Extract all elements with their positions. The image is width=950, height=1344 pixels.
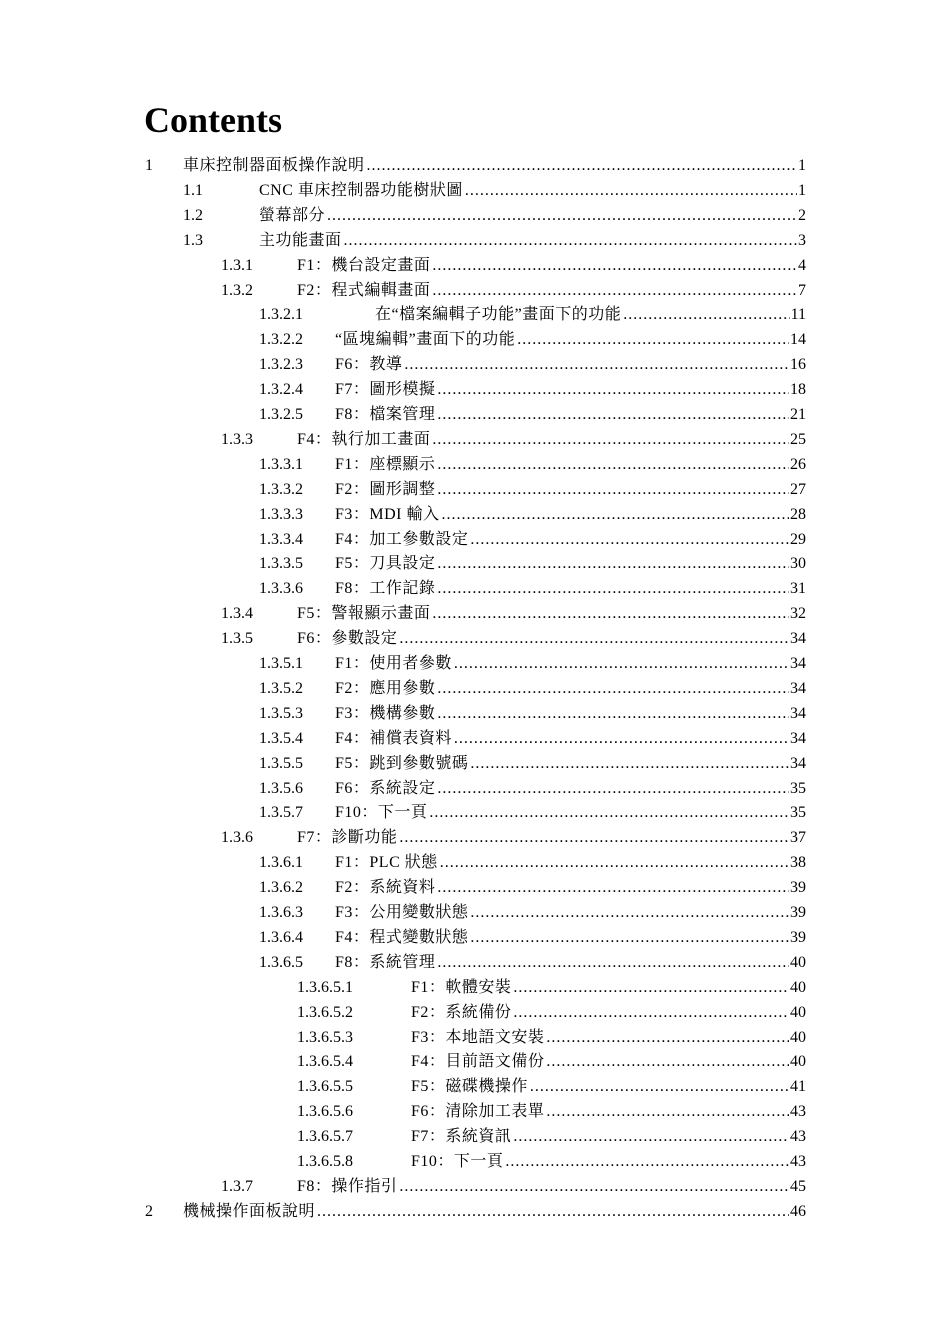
- toc-entry-title: F1：軟體安裝: [411, 978, 512, 996]
- toc-entry-title: F6：教導: [335, 356, 403, 374]
- toc-entry[interactable]: [0, 776, 950, 801]
- toc-entry-title: F4：執行加工畫面: [297, 430, 431, 448]
- toc-entry-line: [335, 800, 806, 825]
- toc-entry-line: [297, 1174, 806, 1199]
- toc-entry[interactable]: [0, 327, 950, 352]
- toc-entry-number: 1.1: [183, 181, 203, 199]
- toc-entry[interactable]: [0, 925, 950, 950]
- dot-leader: [530, 1074, 789, 1099]
- dot-leader: [404, 352, 789, 377]
- toc-entry-line: [183, 1199, 806, 1224]
- toc-entry-page-number: 35: [790, 779, 806, 797]
- toc-entry[interactable]: [0, 1199, 950, 1224]
- toc-entry[interactable]: [0, 377, 950, 402]
- toc-entry-number: 1.3.5.4: [259, 729, 303, 747]
- toc-entry-title: F5：跳到參數號碼: [335, 754, 469, 772]
- toc-entry-page-number: 39: [790, 904, 806, 921]
- toc-entry-line: [335, 452, 806, 477]
- toc-entry[interactable]: [0, 1049, 950, 1074]
- toc-entry-number: 1.3.6.5.5: [297, 1078, 353, 1096]
- toc-entry-line: [335, 726, 806, 751]
- toc-entry-page-number: 14: [790, 331, 806, 349]
- dot-leader: [429, 800, 789, 825]
- toc-entry-number: 1.3.3: [221, 430, 253, 448]
- toc-entry-number: 1.3.3.3: [259, 505, 303, 523]
- dot-leader: [399, 1174, 789, 1199]
- toc-entry[interactable]: [0, 751, 950, 776]
- dot-leader: [513, 1000, 789, 1025]
- dot-leader: [454, 726, 789, 751]
- toc-entry-line: [335, 377, 806, 402]
- toc-entry-page-number: 41: [790, 1078, 806, 1096]
- toc-entry[interactable]: [0, 452, 950, 477]
- toc-entry-title: F3：MDI 輸入: [335, 505, 440, 523]
- toc-entry[interactable]: [0, 701, 950, 726]
- toc-entry-title: F5：刀具設定: [335, 555, 436, 573]
- toc-entry-number: 1.3: [183, 231, 203, 249]
- toc-entry[interactable]: [0, 178, 950, 203]
- toc-entry-number: 1.3.3.5: [259, 555, 303, 573]
- dot-leader: [399, 825, 789, 850]
- toc-entry-title: F6：系統設定: [335, 779, 436, 797]
- toc-entry-line: [335, 527, 806, 552]
- toc-entry-line: [375, 302, 806, 327]
- toc-entry[interactable]: [0, 228, 950, 253]
- toc-entry-title: F5：磁碟機操作: [411, 1078, 528, 1096]
- toc-entry-number: 1.3.5.5: [259, 754, 303, 772]
- toc-entry-title: F2：程式編輯畫面: [297, 281, 431, 299]
- toc-entry-number: 1.3.6.5.1: [297, 978, 353, 996]
- toc-entry-number: 1.3.5.3: [259, 704, 303, 722]
- dot-leader: [470, 900, 789, 925]
- toc-entry-number: 1.3.7: [221, 1177, 253, 1195]
- toc-entry-page-number: 34: [790, 679, 806, 697]
- dot-leader: [432, 253, 797, 278]
- toc-entry[interactable]: [0, 975, 950, 1000]
- toc-entry-title: F6：清除加工表單: [411, 1103, 545, 1121]
- toc-entry-page-number: 34: [790, 704, 806, 722]
- toc-entry[interactable]: [0, 651, 950, 676]
- dot-leader: [513, 1124, 789, 1149]
- toc-entry-page-number: 18: [790, 381, 806, 399]
- toc-entry-page-number: 26: [790, 455, 806, 473]
- toc-entry[interactable]: [0, 850, 950, 875]
- toc-entry-line: [335, 850, 806, 875]
- toc-entry-number: 1.3.6.5.8: [297, 1153, 353, 1170]
- toc-entry-title: F6：參數設定: [297, 630, 398, 648]
- toc-entry-number: 1.3.3.6: [259, 580, 303, 598]
- toc-entry-title: F2：圖形調整: [335, 480, 436, 498]
- toc-entry-number: 1.3.5.2: [259, 679, 303, 697]
- toc-entry[interactable]: [0, 153, 950, 178]
- toc-entry-title: F7：圖形模擬: [335, 381, 436, 399]
- toc-entry[interactable]: [0, 302, 950, 327]
- toc-entry[interactable]: [0, 626, 950, 651]
- toc-entry[interactable]: [0, 551, 950, 576]
- toc-entry[interactable]: [0, 800, 950, 825]
- toc-entry-page-number: 34: [790, 754, 806, 772]
- toc-entry-title: F4：目前語文備份: [411, 1053, 545, 1071]
- toc-entry-page-number: 43: [790, 1153, 806, 1170]
- toc-entry-number: 1.3.5.1: [259, 655, 303, 672]
- toc-entry[interactable]: [0, 402, 950, 427]
- toc-entry-title: F1：座標顯示: [335, 455, 436, 473]
- toc-entry-title: F2：應用參數: [335, 679, 436, 697]
- toc-entry[interactable]: [0, 203, 950, 228]
- toc-entry-page-number: 3: [798, 231, 806, 249]
- toc-entry-line: [335, 925, 806, 950]
- toc-entry-page-number: 1: [798, 181, 806, 199]
- toc-entry-page-number: 31: [790, 580, 806, 598]
- dot-leader: [546, 1025, 789, 1050]
- toc-entry-number: 1.3.6.5.7: [297, 1128, 353, 1146]
- toc-entry-page-number: 34: [790, 655, 806, 672]
- toc-entry[interactable]: [0, 352, 950, 377]
- toc-entry-page-number: 38: [790, 854, 806, 872]
- toc-entry-line: [335, 477, 806, 502]
- toc-entry-page-number: 37: [790, 829, 806, 847]
- dot-leader: [437, 477, 789, 502]
- dot-leader: [399, 626, 789, 651]
- toc-entry[interactable]: [0, 676, 950, 701]
- dot-leader: [437, 676, 789, 701]
- toc-entry[interactable]: [0, 1099, 950, 1124]
- toc-entry-line: [335, 701, 806, 726]
- toc-entry-number: 1.3.5.7: [259, 804, 303, 822]
- dot-leader: [470, 751, 789, 776]
- toc-entry-line: [297, 278, 806, 303]
- toc-entry-number: 1.3.3.4: [259, 530, 303, 548]
- toc-entry-title: F1：使用者參數: [335, 655, 452, 672]
- toc-entry-page-number: 34: [790, 729, 806, 747]
- dot-leader: [367, 153, 797, 178]
- toc-entry-line: [297, 427, 806, 452]
- toc-entry[interactable]: [0, 427, 950, 452]
- toc-entry-number: 1.3.2.2: [259, 331, 303, 349]
- toc-entry-line: [335, 551, 806, 576]
- toc-entry[interactable]: [0, 527, 950, 552]
- toc-entry[interactable]: [0, 1174, 950, 1199]
- toc-entry-number: 1.3.2.3: [259, 356, 303, 374]
- toc-entry-title: 主功能畫面: [259, 231, 342, 249]
- toc-entry-line: [335, 327, 806, 352]
- toc-entry-number: 1.3.3.1: [259, 455, 303, 473]
- toc-entry-page-number: 29: [790, 530, 806, 548]
- dot-leader: [344, 228, 797, 253]
- dot-leader: [437, 950, 789, 975]
- toc-entry-number: 1.3.1: [221, 256, 253, 274]
- toc-entry-title: F1：機台設定畫面: [297, 256, 431, 274]
- dot-leader: [442, 502, 789, 527]
- toc-entry-page-number: 7: [798, 281, 806, 299]
- toc-entry[interactable]: [0, 825, 950, 850]
- toc-entry-line: [297, 825, 806, 850]
- toc-entry[interactable]: [0, 1149, 950, 1174]
- toc-entry-line: [335, 751, 806, 776]
- toc-entry[interactable]: [0, 726, 950, 751]
- dot-leader: [327, 203, 797, 228]
- toc-entry-page-number: 43: [790, 1103, 806, 1121]
- dot-leader: [454, 651, 789, 676]
- toc-entry[interactable]: [0, 477, 950, 502]
- dot-leader: [437, 875, 789, 900]
- toc-entry-number: 1.3.3.2: [259, 480, 303, 498]
- toc-entry-page-number: 34: [790, 630, 806, 648]
- toc-entry[interactable]: [0, 601, 950, 626]
- toc-entry-page-number: 46: [790, 1202, 806, 1220]
- dot-leader: [437, 452, 789, 477]
- toc-entry-line: [411, 1099, 806, 1124]
- toc-entry-line: [259, 203, 806, 228]
- toc-entry-page-number: 35: [790, 804, 806, 822]
- dot-leader: [546, 1099, 789, 1124]
- page-title: Contents: [144, 100, 283, 140]
- toc-entry-title: F2：系統資料: [335, 879, 436, 897]
- toc-entry-line: [297, 253, 806, 278]
- toc-entry-page-number: 40: [790, 1028, 806, 1046]
- toc-entry-line: [411, 1000, 806, 1025]
- toc-entry-title: F5：警報顯示畫面: [297, 605, 431, 623]
- toc-entry-title: F3：公用變數狀態: [335, 904, 469, 921]
- toc-entry-number: 1.3.2.5: [259, 406, 303, 423]
- toc-entry-number: 1.3.6.5: [259, 953, 303, 971]
- toc-entry-line: [411, 1124, 806, 1149]
- toc-entry-page-number: 16: [790, 356, 806, 374]
- toc-entry-line: [335, 576, 806, 601]
- toc-entry-title: “區塊編輯”畫面下的功能: [335, 331, 516, 349]
- toc-entry-number: 1.3.6.5.2: [297, 1003, 353, 1021]
- toc-entry-page-number: 21: [790, 406, 806, 423]
- toc-entry-title: F4：加工參數設定: [335, 530, 469, 548]
- toc-entry-number: 1.3.2.1: [259, 306, 303, 324]
- toc-entry-title: F8：檔案管理: [335, 406, 436, 423]
- toc-entry-title: 車床控制器面板操作說明: [183, 157, 365, 174]
- toc-entry-number: 1.3.2: [221, 281, 253, 299]
- dot-leader: [470, 925, 789, 950]
- toc-entry-page-number: 32: [790, 605, 806, 623]
- toc-entry-page-number: 1: [798, 157, 806, 174]
- toc-entry-line: [411, 975, 806, 1000]
- toc-entry-title: F3：本地語文安裝: [411, 1028, 545, 1046]
- toc-entry-number: 1.3.6.5.4: [297, 1053, 353, 1071]
- toc-entry[interactable]: [0, 278, 950, 303]
- toc-entry-number: 1.3.6.5.6: [297, 1103, 353, 1121]
- dot-leader: [437, 551, 789, 576]
- toc-entry-line: [297, 626, 806, 651]
- dot-leader: [432, 601, 789, 626]
- toc-entry-title: F8：工作記錄: [335, 580, 436, 598]
- dot-leader: [517, 327, 789, 352]
- toc-entry-line: [335, 950, 806, 975]
- toc-entry-line: [335, 875, 806, 900]
- toc-entry[interactable]: [0, 576, 950, 601]
- toc-entry-number: 1.3.6.5.3: [297, 1028, 353, 1046]
- toc-entry-page-number: 2: [798, 206, 806, 224]
- toc-entry-title: F4：程式變數狀態: [335, 928, 469, 946]
- toc-entry-line: [183, 153, 806, 178]
- toc-entry-page-number: 25: [790, 430, 806, 448]
- toc-entry-title: F4：補償表資料: [335, 729, 452, 747]
- toc-entry-line: [335, 900, 806, 925]
- dot-leader: [437, 576, 789, 601]
- dot-leader: [437, 701, 789, 726]
- dot-leader: [470, 527, 789, 552]
- toc-entry-title: F7：診斷功能: [297, 829, 398, 847]
- toc-entry-number: 1.3.2.4: [259, 381, 303, 399]
- dot-leader: [437, 776, 789, 801]
- dot-leader: [432, 278, 797, 303]
- toc-entry-number: 1.3.5.6: [259, 779, 303, 797]
- dot-leader: [440, 850, 789, 875]
- toc-entry-line: [335, 651, 806, 676]
- toc-entry-line: [335, 776, 806, 801]
- toc-entry-title: 在“檔案編輯子功能”畫面下的功能: [375, 306, 622, 324]
- toc-entry-page-number: 40: [790, 1003, 806, 1021]
- toc-entry[interactable]: [0, 253, 950, 278]
- toc-entry-title: F7：系統資訊: [411, 1128, 512, 1146]
- dot-leader: [505, 1149, 789, 1174]
- toc-entry-page-number: 40: [790, 953, 806, 971]
- toc-entry-page-number: 27: [790, 480, 806, 498]
- toc-entry-title: F3：機構參數: [335, 704, 436, 722]
- toc-entry-title: F10：下一頁: [335, 804, 428, 822]
- toc-entry[interactable]: [0, 875, 950, 900]
- dot-leader: [432, 427, 789, 452]
- toc-entry-title: 機械操作面板說明: [183, 1202, 316, 1220]
- toc-entry[interactable]: [0, 502, 950, 527]
- toc-entry-line: [259, 228, 806, 253]
- toc-entry-page-number: 11: [790, 306, 806, 324]
- toc-entry[interactable]: [0, 900, 950, 925]
- toc-entry-number: 1.3.6.1: [259, 854, 303, 872]
- toc-entry-line: [335, 502, 806, 527]
- toc-entry-line: [335, 352, 806, 377]
- toc-entry-title: 螢幕部分: [259, 206, 326, 224]
- toc-entry-title: F10：下一頁: [411, 1153, 504, 1170]
- dot-leader: [437, 377, 789, 402]
- toc-entry-line: [411, 1074, 806, 1099]
- toc-entry-page-number: 30: [790, 555, 806, 573]
- toc-entry-line: [411, 1149, 806, 1174]
- toc-entry-page-number: 39: [790, 928, 806, 946]
- toc-entry[interactable]: [0, 1000, 950, 1025]
- toc-entry-title: F1：PLC 狀態: [335, 854, 438, 872]
- toc-entry-title: F8：系統管理: [335, 953, 436, 971]
- toc-entry-line: [335, 676, 806, 701]
- dot-leader: [513, 975, 789, 1000]
- toc-entry-page-number: 28: [790, 505, 806, 523]
- toc-entry-number: 1.3.4: [221, 605, 253, 623]
- toc-entry-line: [411, 1025, 806, 1050]
- toc-entry-number: 1: [145, 157, 153, 174]
- toc-entry[interactable]: [0, 950, 950, 975]
- toc-entry-title: F8：操作指引: [297, 1177, 398, 1195]
- toc-entry-line: [259, 178, 806, 203]
- toc-entry-title: CNC 車床控制器功能樹狀圖: [259, 181, 463, 199]
- toc-entry-number: 1.3.6.4: [259, 928, 303, 946]
- toc-entry-line: [411, 1049, 806, 1074]
- toc-entry-number: 2: [145, 1202, 153, 1220]
- dot-leader: [437, 402, 789, 427]
- toc-entry-page-number: 4: [798, 256, 806, 274]
- dot-leader: [623, 302, 789, 327]
- toc-entry-page-number: 39: [790, 879, 806, 897]
- toc-entry-number: 1.2: [183, 206, 203, 224]
- toc-entry-page-number: 45: [790, 1177, 806, 1195]
- toc-entry-line: [335, 402, 806, 427]
- toc-entry-number: 1.3.5: [221, 630, 253, 648]
- toc-entry-number: 1.3.6.2: [259, 879, 303, 897]
- toc-entry-line: [297, 601, 806, 626]
- toc-entry[interactable]: [0, 1124, 950, 1149]
- toc-entry-title: F2：系統備份: [411, 1003, 512, 1021]
- toc-entry-number: 1.3.6.3: [259, 904, 303, 921]
- toc-entry-page-number: 40: [790, 1053, 806, 1071]
- dot-leader: [317, 1199, 789, 1224]
- toc-entry[interactable]: [0, 1074, 950, 1099]
- dot-leader: [465, 178, 797, 203]
- toc-entry-number: 1.3.6: [221, 829, 253, 847]
- toc-entry-page-number: 43: [790, 1128, 806, 1146]
- toc-entry-page-number: 40: [790, 978, 806, 996]
- toc-entry[interactable]: [0, 1025, 950, 1050]
- dot-leader: [546, 1049, 789, 1074]
